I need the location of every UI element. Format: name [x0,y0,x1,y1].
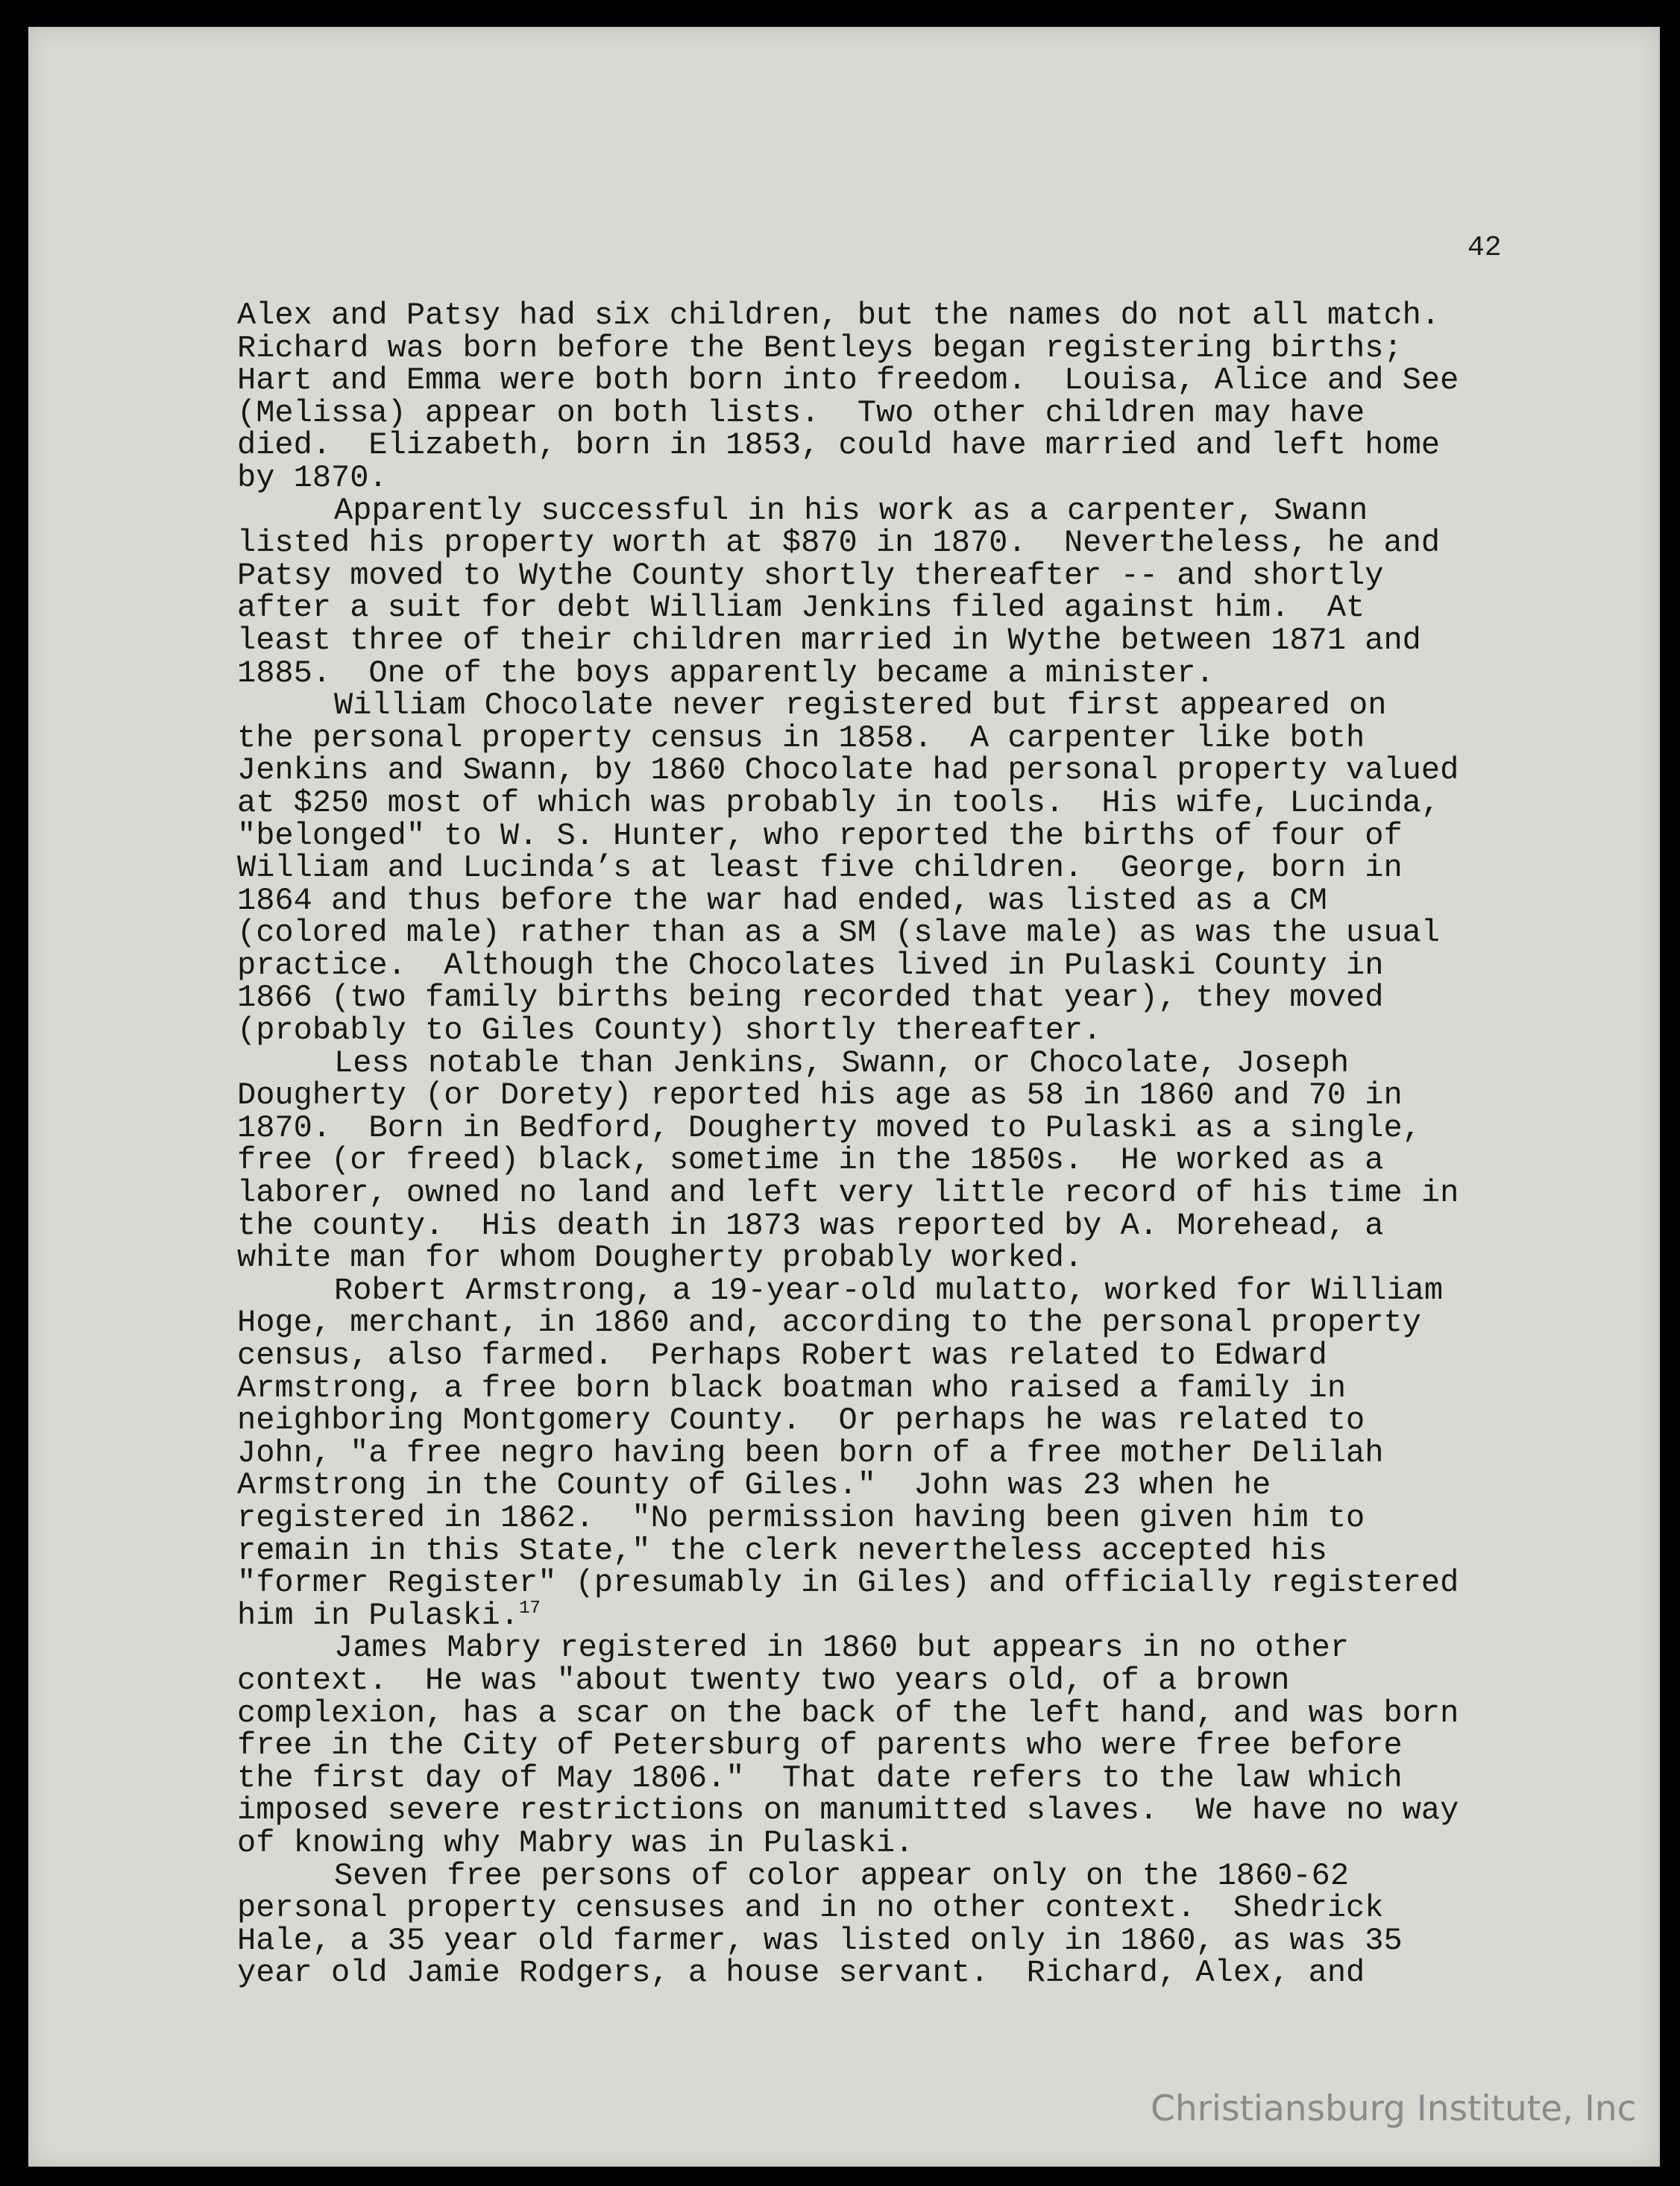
text-line: the county. His death in 1873 was reported by A. Morehead, a [237,1207,1384,1244]
text-line: "belonged" to W. S. Hunter, who reported the births of four of [237,817,1403,854]
text-line: Armstrong, a free born black boatman who raised a family in [237,1370,1347,1406]
paragraph [237,1272,1535,1634]
text-line: Apparently successful in his work as a carpenter, Swann [334,492,1368,529]
text-line: Jenkins and Swann, by 1860 Chocolate had personal property valued [237,752,1459,789]
footnote-marker: 17 [519,1598,541,1619]
text-line: complexion, has a scar on the back of the left hand, and was born [237,1695,1459,1731]
text-line: Seven free persons of color appear only on the 1860-62 [334,1857,1350,1894]
text-line: 1864 and thus before the war had ended, was listed as a CM [237,882,1327,919]
text-line: 1870. Born in Bedford, Dougherty moved to Pulaski as a single, [237,1109,1421,1146]
text-line: Hart and Emma were both born into freedom. Louisa, Alice and See [237,362,1459,399]
text-line: Hoge, merchant, in 1860 and, according to the personal property [237,1305,1421,1341]
text-line: him in Pulaski.$^{17}$ [237,1597,541,1634]
text-line: the personal property census in 1858. A carpenter like both [237,719,1365,756]
text-line: personal property censuses and in no other context. Shedrick [237,1890,1384,1927]
text-line: census, also farmed. Perhaps Robert was related to Edward [237,1338,1327,1373]
text-line: laborer, owned no land and left very little record of his time in [237,1175,1459,1212]
text-line: imposed severe restrictions on manumitted slaves. We have no way [237,1792,1459,1829]
text-line: Alex and Patsy had six children, but the names do not all match. [237,297,1441,333]
text-line: neighboring Montgomery County. Or perhaps he was related to [237,1402,1365,1439]
text-line: "former Register" (presumably in Giles) and officially registered [237,1565,1459,1601]
text-line: of knowing why Mabry was in Pulaski. [237,1824,914,1861]
text-line: registered in 1862. "No permission having been given him to [237,1499,1365,1536]
text-line: by 1870. [237,459,388,496]
text-line: (probably to Giles County) shortly thereafter. [237,1012,1102,1049]
text-line: died. Elizabeth, born in 1853, could have married and left home [237,427,1441,464]
text-line: 1885. One of the boys apparently became a minister. [237,655,1215,691]
text-line: free (or freed) black, sometime in the 1850s. He worked as a [237,1142,1384,1179]
text-line: Less notable than Jenkins, Swann, or Chocolate, Joseph [334,1045,1350,1081]
text-line: William Chocolate never registered but first appeared on [334,687,1387,724]
text-line: Richard was born before the Bentleys began registering births; [237,330,1403,366]
text-line: Armstrong in the County of Giles." John was 23 when he [237,1467,1271,1504]
text-line: William and Lucinda’s at least five children. George, born in [237,850,1403,886]
text-line: Hale, a 35 year old farmer, was listed only in 1860, as was 35 [237,1922,1403,1959]
text-line: Patsy moved to Wythe County shortly thereafter -- and shortly [237,557,1384,593]
paragraph [237,492,1535,691]
text-line: remain in this State," the clerk nevertheless accepted his [237,1532,1327,1569]
text-line: James Mabry registered in 1860 but appears in no other [334,1630,1350,1666]
page-number: 42 [1467,232,1502,264]
text-line: after a suit for debt William Jenkins filed against him. At [237,590,1365,626]
body-text [237,297,1535,1991]
text-line: Robert Armstrong, a 19-year-old mulatto, worked for William [334,1272,1444,1308]
text-line: (Melissa) appear on both lists. Two other children may have [237,394,1365,431]
text-line: Dougherty (or Dorety) reported his age as 58 in 1860 and 70 in [237,1077,1403,1114]
text-line: the first day of May 1806." That date refers to the law which [237,1760,1403,1796]
watermark: Christiansburg Institute, Inc [1151,2088,1637,2129]
text-line: at $250 most of which was probably in tools. His wife, Lucinda, [237,784,1441,821]
text-line: 1866 (two family births being recorded that year), they moved [237,980,1384,1016]
text-line: white man for whom Dougherty probably worked. [237,1240,1083,1276]
paragraph [237,1632,1535,1859]
paragraph [237,1857,1535,1991]
paragraph [237,1045,1535,1276]
text-line: free in the City of Petersburg of parents who were free before [237,1727,1403,1764]
text-line: listed his property worth at $870 in 1870. Nevertheless, he and [237,525,1441,561]
text-line: least three of their children married in Wythe between 1871 and [237,622,1421,658]
text-line: practice. Although the Chocolates lived in Pulaski County in [237,947,1384,983]
text-line: year old Jamie Rodgers, a house servant. Richard, Alex, and [237,1955,1365,1991]
paragraph [237,687,1535,1049]
document-page [28,27,1660,2167]
text-line: John, "a free negro having been born of a free mother Delilah [237,1434,1384,1471]
text-line: context. He was "about twenty two years old, of a brown [237,1662,1290,1698]
paragraph [237,297,1535,496]
text-line: (colored male) rather than as a SM (slave male) as was the usual [237,915,1441,951]
